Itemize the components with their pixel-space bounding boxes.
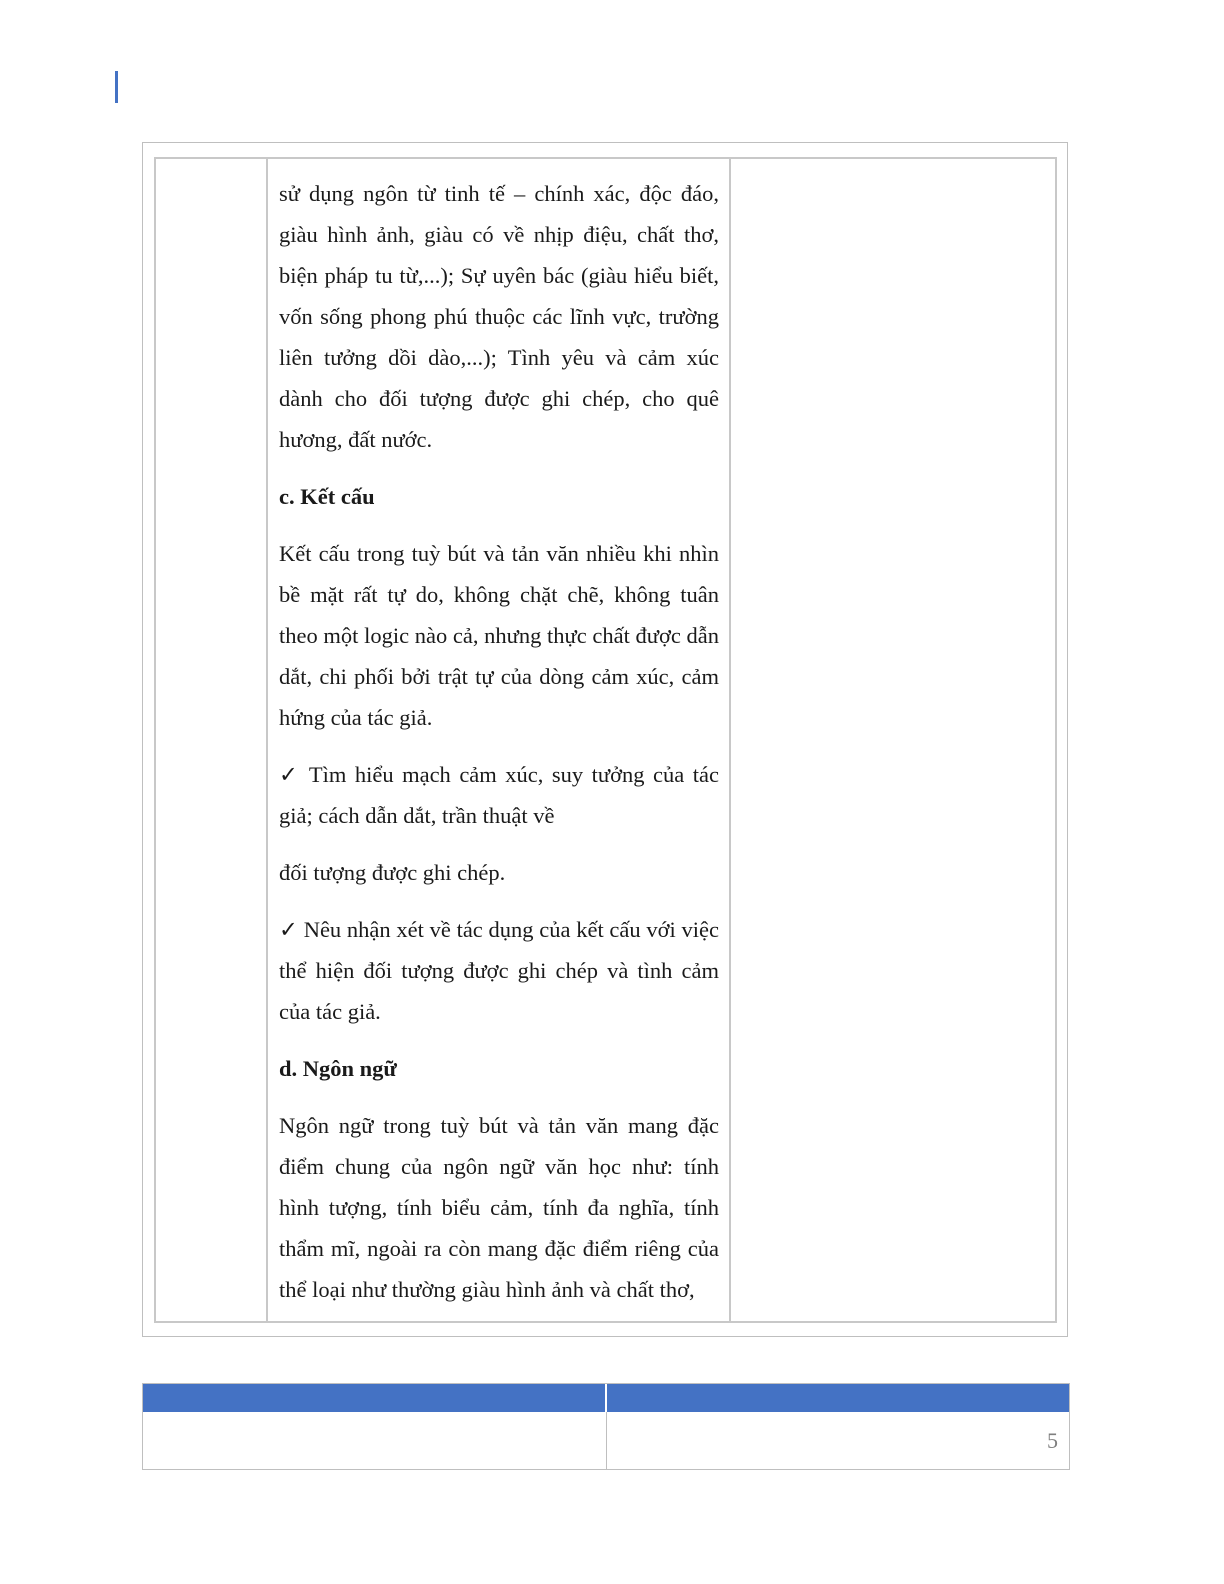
footer-left-cell <box>143 1412 607 1469</box>
table-column-right <box>731 159 1055 1321</box>
heading-ket-cau: c. Kết cấu <box>279 484 375 509</box>
footer-right-cell <box>607 1412 1069 1469</box>
paragraph-ngon-ngu: Ngôn ngữ trong tuỳ bút và tản văn mang đặc điểm chung của ngôn ngữ văn học như: tính hình tượng, tính biểu cảm, tính đa nghĩa, tính thẩm mĩ, ngoài ra còn mang đặc điểm riêng của thể loại như thường giàu hình ảnh và chất thơ, <box>279 1113 719 1302</box>
footer-accent-bar <box>143 1384 1069 1412</box>
paragraph-intro: sử dụng ngôn từ tinh tế – chính xác, độc đáo, giàu hình ảnh, giàu có về nhịp điệu, chất thơ, biện pháp tu từ,...); Sự uyên bác (giàu hiểu biết, vốn sống phong phú thuộc các lĩnh vực, trường liên tưởng dồi dào,...); Tình yêu và cảm xúc dành cho đối tượng được ghi chép, cho quê hương, đất nước. <box>279 181 719 452</box>
table-column-left <box>156 159 268 1321</box>
page-number: 5 <box>1047 1428 1058 1453</box>
heading-ngon-ngu: d. Ngôn ngữ <box>279 1056 397 1081</box>
text-cursor-mark <box>115 71 118 103</box>
page-footer <box>142 1383 1070 1470</box>
bullet-nhan-xet: ✓ Nêu nhận xét về tác dụng của kết cấu với việc thể hiện đối tượng được ghi chép và tình cảm của tác giả. <box>279 917 719 1024</box>
bullet-tim-hieu: ✓ Tìm hiểu mạch cảm xúc, suy tưởng của tác giả; cách dẫn dắt, trần thuật về <box>279 762 719 828</box>
paragraph-ket-cau: Kết cấu trong tuỳ bút và tản văn nhiều khi nhìn bề mặt rất tự do, không chặt chẽ, không tuân theo một logic nào cả, nhưng thực chất được dẫn dắt, chi phối bởi trật tự của dòng cảm xúc, cảm hứng của tác giả. <box>279 541 719 730</box>
table-column-content <box>268 159 731 1321</box>
content-table <box>154 157 1057 1323</box>
bullet-continuation: đối tượng được ghi chép. <box>279 860 506 885</box>
